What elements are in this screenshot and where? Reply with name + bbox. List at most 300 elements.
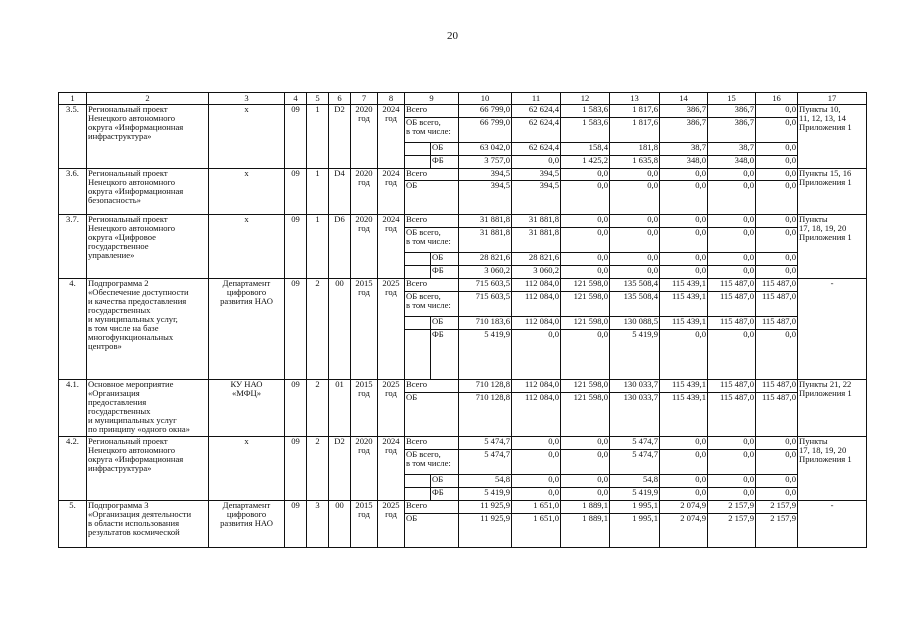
- amount-cell: 11 925,9: [459, 501, 512, 514]
- end-year: [378, 380, 405, 437]
- amount-cell: 63 042,0: [459, 143, 512, 156]
- amount-cell: 115 439,1: [660, 279, 708, 292]
- start-year-line: год: [358, 445, 370, 455]
- table-row: [59, 169, 867, 181]
- amount-cell: 0,0: [756, 143, 798, 156]
- amount-cell: 0,0: [512, 450, 561, 475]
- activity-name-line: Ненецкого автономного: [88, 177, 176, 187]
- start-year-line: 2020: [355, 436, 373, 446]
- source-indent: [405, 475, 431, 488]
- end-year-line: 2024: [382, 214, 400, 224]
- funding-source: [405, 514, 459, 548]
- column-header: 1: [59, 93, 87, 105]
- amount-cell: 0,0: [756, 253, 798, 266]
- amount-cell: 1 425,2: [561, 156, 610, 169]
- note-cell: [798, 380, 867, 437]
- amount-cell: 115 487,0: [756, 279, 798, 292]
- funding-source: ОБ: [431, 317, 459, 330]
- amount-cell: 0,0: [708, 450, 756, 475]
- amount-cell: 115 487,0: [708, 317, 756, 330]
- start-year-line: 2015: [355, 278, 373, 288]
- amount-cell: 112 084,0: [512, 380, 561, 393]
- amount-cell: 1 817,6: [610, 118, 660, 143]
- start-year-line: 2020: [355, 104, 373, 114]
- amount-cell: 0,0: [708, 437, 756, 450]
- activity-name-line: управление»: [88, 250, 135, 260]
- column-header: 9: [405, 93, 459, 105]
- executor-line: цифрового: [226, 287, 267, 297]
- note-cell: [798, 105, 867, 169]
- amount-cell: 121 598,0: [561, 393, 610, 437]
- amount-cell: 715 603,5: [459, 292, 512, 317]
- code-cell: 01: [329, 380, 351, 437]
- amount-cell: 112 084,0: [512, 393, 561, 437]
- funding-source: [405, 380, 459, 393]
- start-year-line: год: [358, 388, 370, 398]
- activity-name-line: инфраструктура»: [88, 463, 152, 473]
- row-number: 4.1.: [59, 380, 87, 437]
- amount-cell: 0,0: [610, 266, 660, 279]
- source-indent: [405, 143, 431, 156]
- executor-line: «МФЦ»: [231, 388, 262, 398]
- note-line: Приложения 1: [799, 122, 852, 132]
- amount-cell: 0,0: [660, 450, 708, 475]
- amount-cell: 121 598,0: [561, 292, 610, 317]
- funding-source: ФБ: [431, 330, 459, 380]
- amount-cell: 715 603,5: [459, 279, 512, 292]
- end-year-line: 2024: [382, 104, 400, 114]
- code-cell: 1: [307, 215, 329, 279]
- funding-source: ФБ: [431, 488, 459, 501]
- row-number: 3.6.: [59, 169, 87, 215]
- amount-cell: 31 881,8: [459, 228, 512, 253]
- amount-cell: 121 598,0: [561, 279, 610, 292]
- amount-cell: 0,0: [561, 488, 610, 501]
- funding-source: ФБ: [431, 156, 459, 169]
- activity-name-line: в том числе на базе: [88, 323, 159, 333]
- amount-cell: 1 889,1: [561, 501, 610, 514]
- amount-cell: 0,0: [756, 330, 798, 380]
- amount-cell: 0,0: [660, 488, 708, 501]
- amount-cell: 1 583,6: [561, 105, 610, 118]
- amount-cell: 386,7: [660, 118, 708, 143]
- amount-cell: 115 487,0: [708, 292, 756, 317]
- activity-name-line: и муниципальных услуг,: [88, 314, 178, 324]
- end-year-line: 2024: [382, 436, 400, 446]
- funding-source: [405, 450, 459, 475]
- executor: [209, 105, 285, 169]
- funding-source-line: Всего: [406, 436, 428, 446]
- end-year: [378, 215, 405, 279]
- amount-cell: 0,0: [756, 215, 798, 228]
- code-cell: 2: [307, 380, 329, 437]
- start-year: [351, 279, 378, 380]
- note-line: Приложения 1: [799, 232, 852, 242]
- activity-name: [87, 279, 209, 380]
- funding-source-line: Всего: [406, 500, 428, 510]
- amount-cell: 5 474,7: [459, 437, 512, 450]
- activity-name-line: Ненецкого автономного: [88, 445, 176, 455]
- amount-cell: 115 439,1: [660, 317, 708, 330]
- note-line: Приложения 1: [799, 177, 852, 187]
- amount-cell: 0,0: [660, 253, 708, 266]
- note-line: Пункты 15, 16: [799, 168, 852, 178]
- funding-source-line: ОБ всего,: [406, 291, 441, 301]
- note-line: -: [830, 500, 834, 510]
- funding-source-line: в том числе:: [406, 458, 451, 468]
- funding-source: [405, 437, 459, 450]
- funding-source-line: Всего: [406, 278, 428, 288]
- amount-cell: 1 817,6: [610, 105, 660, 118]
- code-cell: 09: [285, 169, 307, 215]
- end-year: [378, 105, 405, 169]
- amount-cell: 2 157,9: [756, 514, 798, 548]
- amount-cell: 0,0: [512, 488, 561, 501]
- activity-name-line: Подпрограмма 2: [88, 278, 149, 288]
- end-year-line: год: [385, 177, 397, 187]
- amount-cell: 386,7: [660, 105, 708, 118]
- code-cell: 09: [285, 437, 307, 501]
- row-number: 4.2.: [59, 437, 87, 501]
- activity-name-line: Региональный проект: [88, 436, 168, 446]
- row-number: 3.5.: [59, 105, 87, 169]
- executor-line: КУ НАО: [230, 379, 263, 389]
- amount-cell: 115 439,1: [660, 292, 708, 317]
- activity-name-line: Региональный проект: [88, 104, 168, 114]
- amount-cell: 0,0: [561, 330, 610, 380]
- executor-line: цифрового: [226, 509, 267, 519]
- column-header: 6: [329, 93, 351, 105]
- amount-cell: 0,0: [756, 450, 798, 475]
- executor-line: развития НАО: [220, 518, 273, 528]
- executor: [209, 380, 285, 437]
- amount-cell: 135 508,4: [610, 292, 660, 317]
- amount-cell: 115 487,0: [756, 317, 798, 330]
- amount-cell: 0,0: [561, 215, 610, 228]
- executor-line: развития НАО: [220, 296, 273, 306]
- executor-line: x: [244, 436, 249, 446]
- table-row: [59, 380, 867, 393]
- amount-cell: 115 487,0: [756, 380, 798, 393]
- funding-source: ФБ: [431, 266, 459, 279]
- note-cell: [798, 169, 867, 215]
- column-header: 15: [708, 93, 756, 105]
- amount-cell: 0,0: [756, 488, 798, 501]
- activity-name: [87, 501, 209, 548]
- amount-cell: 710 183,6: [459, 317, 512, 330]
- source-indent: [405, 317, 431, 330]
- note-cell: [798, 437, 867, 501]
- amount-cell: 54,8: [610, 475, 660, 488]
- end-year-line: 2024: [382, 168, 400, 178]
- start-year: [351, 215, 378, 279]
- amount-cell: 0,0: [756, 437, 798, 450]
- amount-cell: 135 508,4: [610, 279, 660, 292]
- amount-cell: 1 995,1: [610, 514, 660, 548]
- amount-cell: 0,0: [708, 181, 756, 215]
- end-year-line: год: [385, 287, 397, 297]
- amount-cell: 0,0: [610, 169, 660, 181]
- amount-cell: 394,5: [459, 169, 512, 181]
- amount-cell: 1 635,8: [610, 156, 660, 169]
- budget-table: [58, 92, 867, 548]
- amount-cell: 0,0: [610, 181, 660, 215]
- amount-cell: 0,0: [610, 228, 660, 253]
- amount-cell: 2 074,9: [660, 501, 708, 514]
- amount-cell: 181,8: [610, 143, 660, 156]
- page-number: 20: [447, 30, 458, 42]
- amount-cell: 394,5: [512, 169, 561, 181]
- note-line: Пункты: [799, 214, 828, 224]
- activity-name: [87, 215, 209, 279]
- activity-name-line: и качества предоставления: [88, 296, 187, 306]
- amount-cell: 62 624,4: [512, 143, 561, 156]
- table-row: [59, 501, 867, 514]
- amount-cell: 112 084,0: [512, 317, 561, 330]
- amount-cell: 115 487,0: [708, 380, 756, 393]
- start-year-line: год: [358, 287, 370, 297]
- activity-name-line: инфраструктура»: [88, 131, 152, 141]
- column-header: 16: [756, 93, 798, 105]
- amount-cell: 0,0: [708, 215, 756, 228]
- funding-source: [405, 215, 459, 228]
- amount-cell: 710 128,8: [459, 380, 512, 393]
- activity-name-line: предоставления: [88, 397, 147, 407]
- funding-source: [405, 501, 459, 514]
- amount-cell: 62 624,4: [512, 105, 561, 118]
- amount-cell: 38,7: [660, 143, 708, 156]
- source-indent: [405, 253, 431, 266]
- executor-line: Департамент: [222, 500, 271, 510]
- column-header: 11: [512, 93, 561, 105]
- header-row: [59, 93, 867, 105]
- funding-source-line: в том числе:: [406, 236, 451, 246]
- executor: [209, 501, 285, 548]
- executor-line: x: [244, 168, 249, 178]
- start-year: [351, 105, 378, 169]
- amount-cell: 1 583,6: [561, 118, 610, 143]
- activity-name-line: Подпрограмма 3: [88, 500, 149, 510]
- activity-name: [87, 437, 209, 501]
- amount-cell: 0,0: [660, 215, 708, 228]
- code-cell: 09: [285, 279, 307, 380]
- end-year-line: год: [385, 445, 397, 455]
- note-line: Приложения 1: [799, 454, 852, 464]
- row-number: 3.7.: [59, 215, 87, 279]
- amount-cell: 31 881,8: [512, 215, 561, 228]
- activity-name-line: государственных: [88, 305, 151, 315]
- amount-cell: 130 088,5: [610, 317, 660, 330]
- funding-source-line: ОБ: [406, 392, 418, 402]
- amount-cell: 11 925,9: [459, 514, 512, 548]
- funding-source: ОБ: [431, 253, 459, 266]
- funding-source: ОБ: [431, 143, 459, 156]
- activity-name-line: «Организация деятельности: [88, 509, 192, 519]
- funding-source-line: Всего: [406, 104, 428, 114]
- source-indent: [405, 488, 431, 501]
- amount-cell: 0,0: [756, 181, 798, 215]
- executor-line: x: [244, 214, 249, 224]
- code-cell: 09: [285, 105, 307, 169]
- code-cell: D6: [329, 215, 351, 279]
- amount-cell: 112 084,0: [512, 279, 561, 292]
- activity-name-line: центров»: [88, 341, 122, 351]
- amount-cell: 66 799,0: [459, 118, 512, 143]
- amount-cell: 3 757,0: [459, 156, 512, 169]
- executor: [209, 215, 285, 279]
- amount-cell: 121 598,0: [561, 317, 610, 330]
- executor: [209, 169, 285, 215]
- amount-cell: 0,0: [708, 228, 756, 253]
- amount-cell: 5 474,7: [459, 450, 512, 475]
- activity-name-line: в области использования: [88, 518, 180, 528]
- column-header: 17: [798, 93, 867, 105]
- executor: [209, 437, 285, 501]
- amount-cell: 112 084,0: [512, 292, 561, 317]
- code-cell: D4: [329, 169, 351, 215]
- amount-cell: 31 881,8: [512, 228, 561, 253]
- funding-source-line: в том числе:: [406, 300, 451, 310]
- end-year-line: 2025: [382, 500, 400, 510]
- code-cell: 1: [307, 105, 329, 169]
- funding-source-line: Всего: [406, 168, 428, 178]
- amount-cell: 1 651,0: [512, 501, 561, 514]
- amount-cell: 5 419,9: [610, 488, 660, 501]
- note-line: -: [830, 278, 834, 288]
- amount-cell: 0,0: [561, 181, 610, 215]
- funding-source: ОБ: [431, 475, 459, 488]
- amount-cell: 158,4: [561, 143, 610, 156]
- amount-cell: 0,0: [512, 475, 561, 488]
- end-year-line: 2025: [382, 379, 400, 389]
- column-header: 14: [660, 93, 708, 105]
- amount-cell: 386,7: [708, 105, 756, 118]
- column-header: 4: [285, 93, 307, 105]
- amount-cell: 0,0: [561, 169, 610, 181]
- amount-cell: 348,0: [660, 156, 708, 169]
- row-number: 5.: [59, 501, 87, 548]
- executor: [209, 279, 285, 380]
- amount-cell: 5 419,9: [459, 330, 512, 380]
- note-line: 17, 18, 19, 20: [799, 223, 847, 233]
- amount-cell: 710 128,8: [459, 393, 512, 437]
- amount-cell: 0,0: [512, 156, 561, 169]
- amount-cell: 0,0: [660, 475, 708, 488]
- end-year: [378, 279, 405, 380]
- amount-cell: 0,0: [660, 330, 708, 380]
- start-year: [351, 169, 378, 215]
- amount-cell: 130 033,7: [610, 393, 660, 437]
- note-line: Пункты 10,: [799, 104, 841, 114]
- amount-cell: 0,0: [561, 228, 610, 253]
- funding-source: [405, 118, 459, 143]
- amount-cell: 0,0: [756, 156, 798, 169]
- funding-source-line: ОБ всего,: [406, 117, 441, 127]
- funding-source-line: Всего: [406, 379, 428, 389]
- source-indent: [405, 156, 431, 169]
- amount-cell: 394,5: [512, 181, 561, 215]
- amount-cell: 121 598,0: [561, 380, 610, 393]
- amount-cell: 115 439,1: [660, 393, 708, 437]
- source-indent: [405, 330, 431, 380]
- amount-cell: 3 060,2: [459, 266, 512, 279]
- amount-cell: 0,0: [756, 475, 798, 488]
- funding-source: [405, 393, 459, 437]
- amount-cell: 115 439,1: [660, 380, 708, 393]
- amount-cell: 0,0: [660, 169, 708, 181]
- activity-name-line: результатов космической: [88, 527, 180, 537]
- executor-line: x: [244, 104, 249, 114]
- activity-name-line: по принципу «одного окна»: [88, 424, 190, 434]
- table-row: [59, 437, 867, 450]
- funding-source-line: ОБ всего,: [406, 227, 441, 237]
- activity-name-line: Ненецкого автономного: [88, 113, 176, 123]
- funding-source-line: ОБ: [406, 513, 418, 523]
- activity-name-line: государственных: [88, 406, 151, 416]
- funding-source: [405, 292, 459, 317]
- end-year-line: год: [385, 223, 397, 233]
- activity-name-line: Основное мероприятие: [88, 379, 174, 389]
- table-row: [59, 279, 867, 292]
- start-year: [351, 380, 378, 437]
- amount-cell: 0,0: [756, 228, 798, 253]
- code-cell: 09: [285, 215, 307, 279]
- start-year-line: 2015: [355, 500, 373, 510]
- amount-cell: 130 033,7: [610, 380, 660, 393]
- amount-cell: 0,0: [756, 169, 798, 181]
- amount-cell: 1 889,1: [561, 514, 610, 548]
- activity-name: [87, 169, 209, 215]
- table-row: [59, 105, 867, 118]
- code-cell: 00: [329, 279, 351, 380]
- amount-cell: 38,7: [708, 143, 756, 156]
- funding-source: [405, 105, 459, 118]
- start-year-line: 2015: [355, 379, 373, 389]
- amount-cell: 115 487,0: [756, 393, 798, 437]
- funding-source: [405, 169, 459, 181]
- column-header: 5: [307, 93, 329, 105]
- note-cell: [798, 215, 867, 279]
- amount-cell: 0,0: [561, 475, 610, 488]
- executor-line: Департамент: [222, 278, 271, 288]
- code-cell: D2: [329, 105, 351, 169]
- amount-cell: 0,0: [660, 266, 708, 279]
- table-row: [59, 215, 867, 228]
- column-header: 8: [378, 93, 405, 105]
- activity-name-line: многофункциональных: [88, 332, 174, 342]
- amount-cell: 5 474,7: [610, 450, 660, 475]
- funding-source: [405, 181, 459, 215]
- amount-cell: 1 995,1: [610, 501, 660, 514]
- activity-name-line: «Организация: [88, 388, 140, 398]
- note-cell: [798, 279, 867, 380]
- amount-cell: 115 487,0: [756, 292, 798, 317]
- amount-cell: 0,0: [660, 228, 708, 253]
- amount-cell: 115 487,0: [708, 279, 756, 292]
- amount-cell: 1 651,0: [512, 514, 561, 548]
- note-cell: [798, 501, 867, 548]
- column-header: 13: [610, 93, 660, 105]
- amount-cell: 54,8: [459, 475, 512, 488]
- amount-cell: 0,0: [512, 437, 561, 450]
- activity-name-line: округа «Цифровое: [88, 232, 156, 242]
- amount-cell: 28 821,6: [512, 253, 561, 266]
- amount-cell: 66 799,0: [459, 105, 512, 118]
- note-line: Пункты 21, 22: [799, 379, 852, 389]
- activity-name-line: и муниципальных услуг: [88, 415, 177, 425]
- amount-cell: 2 157,9: [708, 514, 756, 548]
- end-year: [378, 169, 405, 215]
